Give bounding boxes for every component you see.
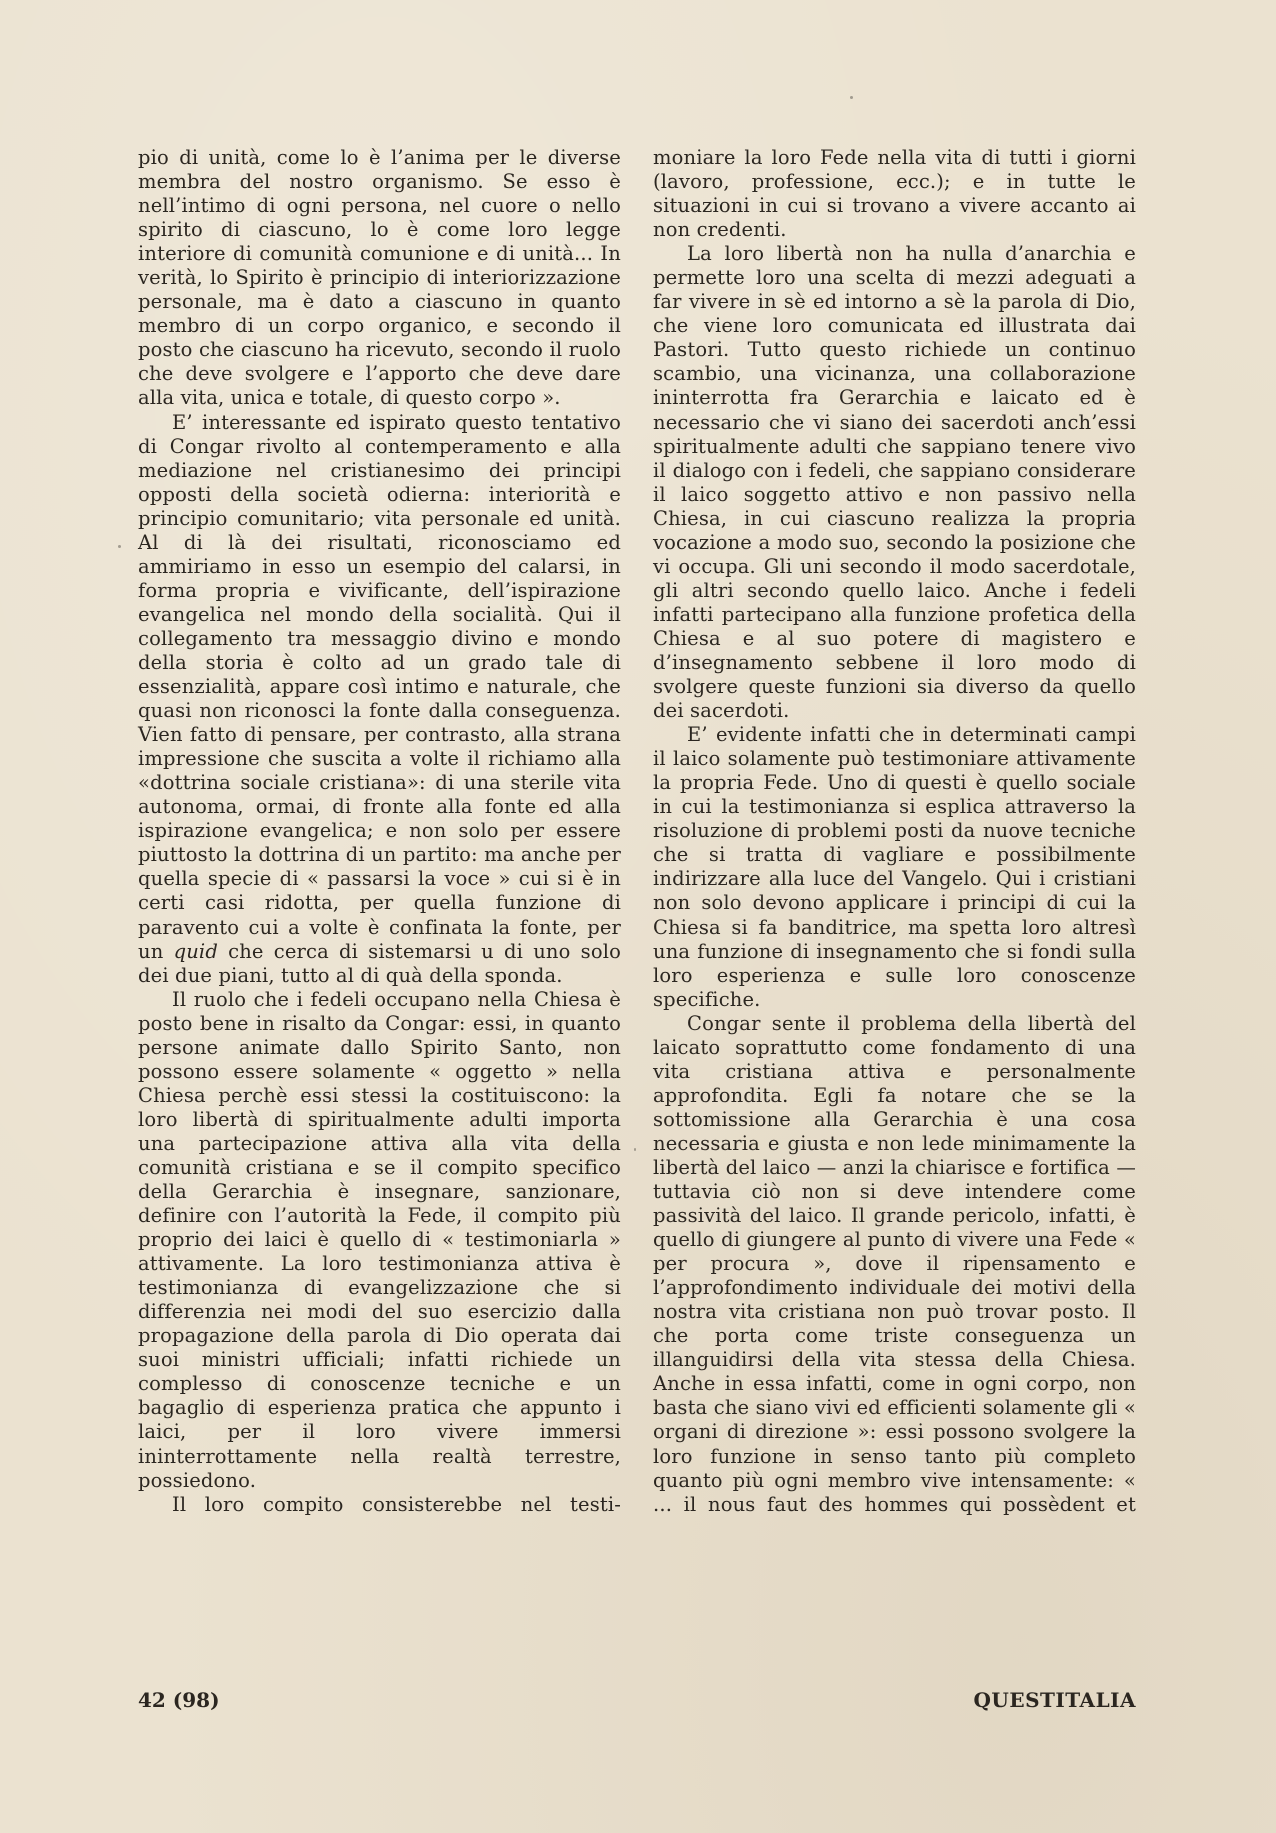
journal-name: QUESTITALIA [973,1688,1136,1712]
paragraph: La loro libertà non ha nulla d’anarchia e permette loro una scelta di mezzi adeguati a far vivere in sè ed intorno a sè la parola di Dio, che viene loro comunicata ed illustrata dai Pastori. Tutto questo richiede un continuo scambio, una vicinanza, una collaborazione ininterrotta fra Gerarchia e laicato ed è necessario che vi siano dei sacerdoti anch’essi spiritualmente adulti che sappiano tenere vivo il dialogo con i fedeli, che sappiano considerare il laico soggetto attivo e non passivo nella Chiesa, in cui ciascuno realizza la propria vocazione a modo suo, secondo la posizione che vi occupa. Gli uni secondo il modo sacerdotale, gli altri secondo quello laico. Anche i fedeli infatti partecipano alla funzione profetica della Chiesa e al suo potere di magistero e d’insegnamento sebbene il loro modo di svolgere queste funzioni sia diverso da quello dei sacerdoti. [653,242,1136,723]
page-number: 42 (98) [138,1688,220,1712]
paragraph-text: che cerca di sistemarsi u di uno solo dei due piani, tutto al di quà della sponda. [138,939,621,987]
paragraph [138,411,621,988]
paper-speck [850,96,853,99]
paper-speck [118,545,121,548]
paragraph: E’ evidente infatti che in determinati campi il laico solamente può testimoniare attivamente la propria Fede. Uno di questi è quello sociale in cui la testimonianza si esplica attraverso la risoluzione di problemi posti da nuove tecniche che si tratta di vagliare e possibilmente indirizzare alla luce del Vangelo. Qui i cristiani non solo devono applicare i principi di cui la Chiesa si fa banditrice, ma spetta loro altresì una funzione di insegnamento che si fondi sulla loro esperienza e sulle loro conoscenze specifiche. [653,723,1136,1011]
paragraph: Congar sente il problema della libertà del laicato soprattutto come fondamento di una vita cristiana attiva e personalmente approfondita. Egli fa notare che se la sottomissione alla Gerarchia è una cosa necessaria e giusta e non lede minimamente la libertà del laico — anzi la chiarisce e fortifica — tuttavia ciò non si deve intendere come passività del laico. Il grande pericolo, infatti, è quello di giungere al punto di vivere una Fede « per procura », dove il ripensamento e l’approfondimento individuale dei motivi della nostra vita cristiana non può trovar posto. Il che porta come triste conseguenza un illanguidirsi della vita stessa della Chiesa. Anche in essa infatti, come in ogni corpo, non basta che siano vivi ed efficienti solamente gli « organi di direzione »: essi possono svolgere la loro funzione in senso tanto più completo quanto più ogni membro vive intensamente: « ... il nous faut des hommes qui possèdent et [653,1011,1136,1516]
paragraph: Il loro compito consisterebbe nel testi- [172,1492,621,1516]
right-column [653,146,1136,1517]
paper-speck [634,1148,636,1151]
paragraph-text: E’ interessante ed ispirato questo tentativo di Congar rivolto al contemperamento e alla mediazione nel cristianesimo dei principi opposti della società odierna: interiorità e principio comunitario; vita personale ed unità. Al di là dei risultati, riconosciamo ed ammiriamo in esso un esempio del calarsi, in forma propria e vivificante, dell’ispirazione evangelica nel mondo della socialità. Qui il collegamento tra messaggio divino e mondo della storia è colto ad un grado tale di essenzialità, appare così intimo e naturale, che quasi non riconosci la fonte dalla conseguenza. Vien fatto di pensare, per contrasto, alla strana impressione che suscita a volte il richiamo alla «dottrina sociale cristiana»: di una sterile vita autonoma, ormai, di fronte alla fonte ed alla ispirazione evangelica; e non solo per essere piuttosto la dottrina di un partito: ma anche per quella specie di « passarsi la voce » cui si è in certi casi ridotta, per quella funzione di paravento cui a volte è confinata la fonte, per un [138,410,621,963]
italic-term: quid [173,939,218,963]
paragraph: moniare la loro Fede nella vita di tutti i giorni (lavoro, professione, ecc.); e in tutte le situazioni in cui si trovano a vivere accanto ai non credenti. [653,146,1136,242]
left-column [138,146,621,1517]
paragraph: pio di unità, come lo è l’anima per le diverse membra del nostro organismo. Se esso è nell’intimo di ogni persona, nel cuore o nello spirito di ciascuno, lo è come loro legge interiore di comunità comunione e di unità... In verità, lo Spirito è principio di interiorizzazione personale, ma è dato a ciascuno in quanto membro di un corpo organico, e secondo il posto che ciascuno ha ricevuto, secondo il ruolo che deve svolgere e l’apporto che deve dare alla vita, unica e totale, di questo corpo ». [138,146,621,410]
paragraph: Il ruolo che i fedeli occupano nella Chiesa è posto bene in risalto da Congar: essi, in quanto persone animate dallo Spirito Santo, non possono essere solamente « oggetto » nella Chiesa perchè essi stessi la costituiscono: la loro libertà di spiritualmente adulti importa una partecipazione attiva alla vita della comunità cristiana e se il compito specifico della Gerarchia è insegnare, sanzionare, definire con l’autorità la Fede, il compito più proprio dei laici è quello di « testimoniarla » attivamente. La loro testimonianza attiva è testimonianza di evangelizzazione che si differenzia nei modi del suo esercizio dalla propagazione della parola di Dio operata dai suoi ministri ufficiali; infatti richiede un complesso di conoscenze tecniche e un bagaglio di esperienza pratica che appunto i laici, per il loro vivere immersi ininterrottamente nella realtà terrestre, possiedono. [138,987,621,1492]
